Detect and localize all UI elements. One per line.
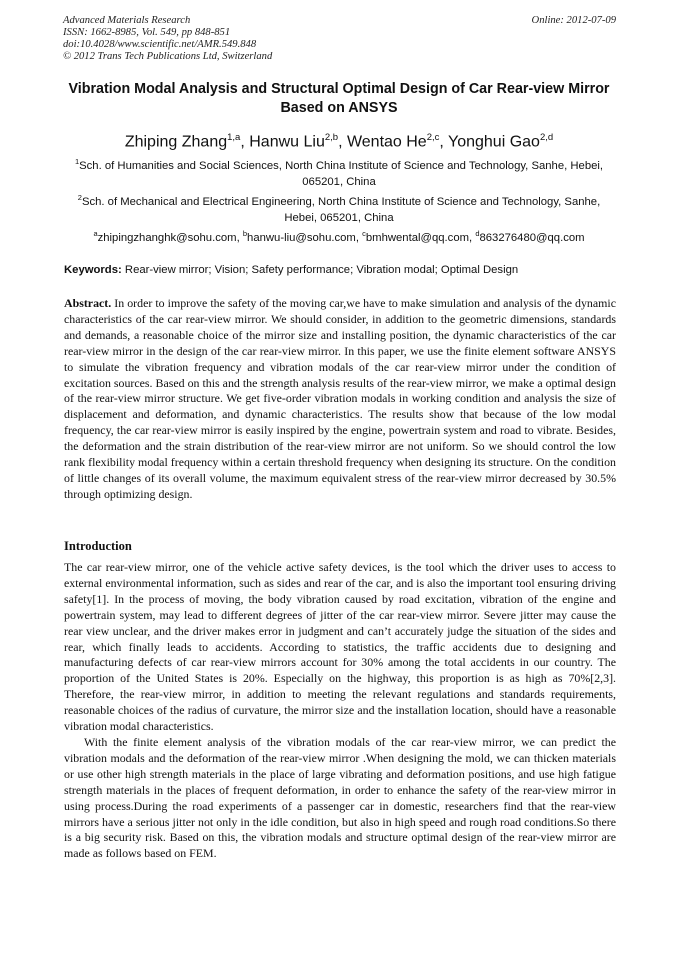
affiliation-text: Sch. of Mechanical and Electrical Engineering, North China Institute of Science and Technology, Sanhe, Hebei, 065201, China <box>81 195 601 224</box>
affiliation-2 <box>60 190 618 226</box>
author-sup: 2,b <box>324 132 339 143</box>
email-link[interactable]: zhipingzhanghk@sohu.com <box>97 231 237 244</box>
email-link[interactable]: 863276480@qq.com <box>479 231 585 244</box>
keywords-line <box>64 262 616 278</box>
email-list: $^a$zhipingzhanghk@sohu.com, $^b$hanwu-liu@sohu.com, $^c$bmhwental@qq.com, $^d$863276480@qq.com <box>93 229 585 244</box>
email-sup: c <box>362 229 366 238</box>
email-link[interactable]: bmhwental@qq.com <box>365 231 470 244</box>
author-name: Wentao He <box>346 133 427 151</box>
affiliation-sup: 1 <box>74 157 80 166</box>
paper-title: Vibration Modal Analysis and Structural Optimal Design of Car Rear-view Mirror Based on ANSYS <box>68 81 610 116</box>
author-name: Yonghui Gao <box>448 133 540 151</box>
doi-line: doi:10.4028/www.scientific.net/AMR.549.848 <box>63 39 257 50</box>
affiliation-1 <box>60 154 618 190</box>
journal-name: Advanced Materials Research <box>63 15 191 26</box>
abstract-block <box>64 296 616 503</box>
issn-line: ISSN: 1662-8985, Vol. 549, pp 848-851 <box>63 27 231 38</box>
email-sup: d <box>475 229 480 238</box>
keywords-label: Keywords: <box>64 264 122 276</box>
abstract-text: In order to improve the safety of the moving car,we have to make simulation and analysis of the dynamic characteristics of the car rear-view mirror. We should consider, in addition to the geometric dimensions, standards and demands, a reasonable choice of the mirror size and installing position, the dynamic characteristics of the car rear-view mirror in the design of the car rear-view mirror. In this paper, we use the finite element software ANSYS to simulate the vibration frequency and vibration modals of the car rear-view mirror under the condition of excitation sources. Based on this and the strength analysis results of the rear-view mirror, we make a optimal design of the rear-view mirror structure. We get five-order vibration modals in working condition and analysis the size of displacement and deformation, and dynamic characteristics. The results show that because of the low modal frequency, the car rear-view mirror is easily inspired by the engine, powertrain system and road to vibrate. Besides, the deformation and the strain distribution of the rear-view mirror are not uniform. So we should control the low rank flexibility modal frequency within a certain threshold frequency when designing its structure. On the condition of little changes of its overall volume, the maximum equivalent stress of the rear-view mirror decreased by 30.5% through optimizing design. <box>64 296 616 501</box>
introduction-body <box>64 560 616 862</box>
copyright-line: © 2012 Trans Tech Publications Ltd, Switzerland <box>63 51 273 62</box>
intro-paragraph: With the finite element analysis of the vibration modals of the car rear-view mirror, we can predict the vibration modals and the deformation of the rear-view mirror .When designing the mold, we can thicken materials or use other high strength materials in the place of large vibrating and deformation positions, and use high fatigue strength materials in the places of frequent deformation, in order to enhance the safety of the rear-view mirror in using process.During the road experiments of a passenger car in domestic, researchers find that the rear-view mirrors have a serious jitter not only in the idle condition, but also in high speed and rough road conditions.So there is a big security risk. Based on this, the vibration modals and structure optimal design of the rear-view mirror are made as follows based on FEM. <box>64 734 616 861</box>
affiliation-text: Sch. of Humanities and Social Sciences, North China Institute of Science and Technology, Sanhe, Hebei, 065201, China <box>79 159 604 188</box>
email-sup: b <box>242 229 248 238</box>
intro-paragraph: The car rear-view mirror, one of the vehicle active safety devices, is the tool which the driver uses to access to external environmental information, such as sides and rear of the car, and is also the important tool ensuring driving safety[1]. In the process of moving, the body vibration caused by road excitation, vibration of the engine and powertrain system, may lead to different degrees of jitter of the car rear-view mirror. Severe jitter may cause the rear view unclear, and the driver makes error in judgment and can’t accurately judge the situation of the sides and rear, which finally leads to accidents. According to statistics, the traffic accidents due to designing and manufacturing defects of car rear-view mirrors account for 30% among the total accidents in our country. The proportion of the United States is 20%. Especially on the highway, this proportion is as high as 70%[2,3]. Therefore, the rear-view mirror, in addition to meeting the relevant regulations and standards requirements, reasonable choices of the radius of curvature, the mirror size and the installation location, should have a reasonable vibration modal characteristics. <box>64 560 616 734</box>
author-name: Zhiping Zhang <box>124 133 228 151</box>
section-heading-introduction: Introduction <box>64 539 132 553</box>
author-list: Zhiping Zhang$^{1,a}$, Hanwu Liu$^{2,b}$, Wentao He$^{2,c}$, Yonghui Gao$^{2,d}$ <box>124 132 554 151</box>
author-sup: 1,a <box>227 132 241 143</box>
author-name: Hanwu Liu <box>249 133 325 151</box>
email-link[interactable]: hanwu-liu@sohu.com <box>247 231 356 244</box>
email-sup: a <box>93 229 98 238</box>
online-date: Online: 2012-07-09 <box>531 15 616 26</box>
abstract-label: Abstract. <box>64 296 112 310</box>
author-sup: 2,c <box>426 132 440 143</box>
journal-header <box>63 15 616 63</box>
affiliation-sup: 2 <box>77 193 82 202</box>
author-sup: 2,d <box>539 132 554 143</box>
keywords-text: Rear-view mirror; Vision; Safety performance; Vibration modal; Optimal Design <box>124 264 519 276</box>
